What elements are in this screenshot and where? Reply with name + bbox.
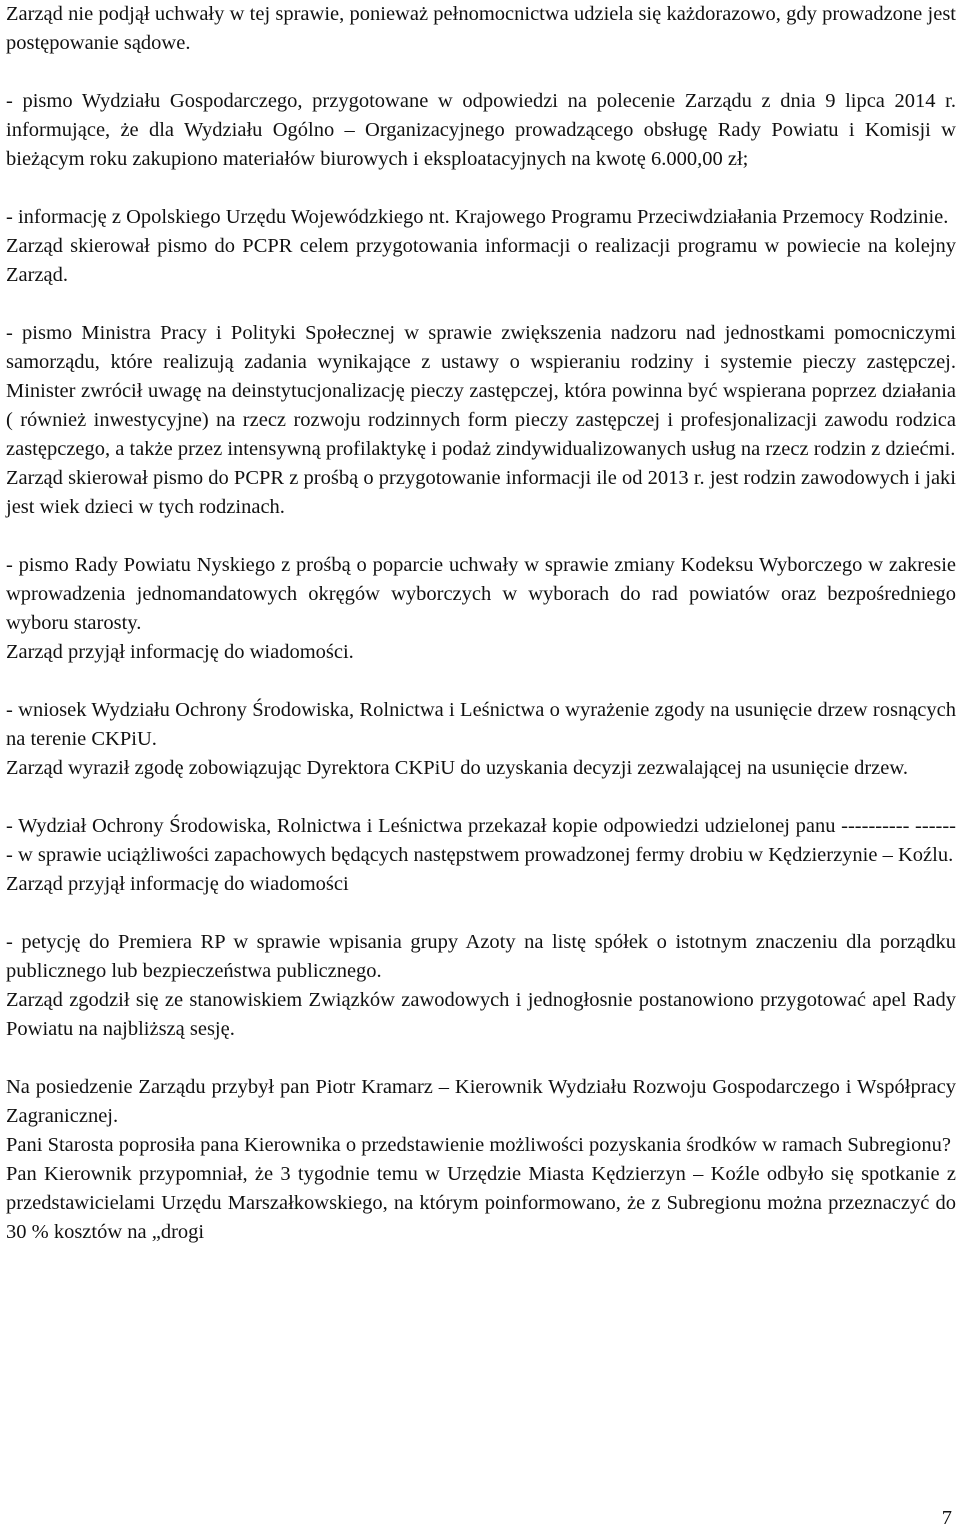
document-page xyxy=(6,0,956,1247)
paragraph-azoty-decision: Zarząd zgodził się ze stanowiskiem Związków zawodowych i jednogłosnie postanowiono przygotować apel Rady Powiatu na najbliższą sesję. xyxy=(6,989,956,1040)
paragraph-poultry-farm-reply: - Wydział Ochrony Środowiska, Rolnictwa i Leśnictwa przekazał kopie odpowiedzi udzielonej panu ---------- ------- w sprawie uciążliwości zapachowych będących następstwem prowadzonej fermy drobiu w Kędzierzynie – Koźlu. xyxy=(6,815,956,866)
paragraph-kramarz-reply: Pan Kierownik przypomniał, że 3 tygodnie temu w Urzędzie Miasta Kędzierzyn – Koźle odbyło się spotkanie z przedstawicielami Urzędu Marszałkowskiego, na którym poinformowano, że z Subregionu można przeznaczyć do 30 % kosztów na „drogi xyxy=(6,1163,956,1243)
paragraph-pcpr-program-decision: Zarząd skierował pismo do PCPR celem przygotowania informacji o realizacji programu w powiecie na kolejny Zarząd. xyxy=(6,235,956,286)
page-number: 7 xyxy=(941,1507,952,1529)
paragraph-economic-dept-letter: - pismo Wydziału Gospodarczego, przygotowane w odpowiedzi na polecenie Zarządu z dnia 9 lipca 2014 r. informujące, że dla Wydziału Ogólno – Organizacyjnego prowadzącego obsługę Rady Powiatu i Komisji w bieżącym roku zakupiono materiałów biurowych i eksploatacyjnych na kwotę 6.000,00 zł; xyxy=(6,90,956,170)
paragraph-pcpr-families-decision: Zarząd skierował pismo do PCPR z prośbą o przygotowanie informacji ile od 2013 r. jest rodzin zawodowych i jaki jest wiek dzieci w tych rodzinach. xyxy=(6,467,956,518)
paragraph-tree-removal-request: - wniosek Wydziału Ochrony Środowiska, Rolnictwa i Leśnictwa o wyrażenie zgody na usunięcie drzew rosnących na terenie CKPiU. xyxy=(6,699,956,750)
paragraph-opole-office-info: - informację z Opolskiego Urzędu Wojewódzkiego nt. Krajowego Programu Przeciwdziałania Przemocy Rodzinie. xyxy=(6,206,949,228)
paragraph-nysa-council-letter: - pismo Rady Powiatu Nyskiego z prośbą o poparcie uchwały w sprawie zmiany Kodeksu Wyborczego w zakresie wprowadzenia jednomandatowych okręgów wyborczych w wyborach do rad powiatów oraz bezpośredniego wyboru starosty. xyxy=(6,554,956,634)
paragraph-tree-removal-decision: Zarząd wyraził zgodę zobowiązując Dyrektora CKPiU do uzyskania decyzji zezwalającej na usunięcie drzew. xyxy=(6,757,908,779)
paragraph-ministry-letter: - pismo Ministra Pracy i Polityki Społecznej w sprawie zwiększenia nadzoru nad jednostkami pomocniczymi samorządu, które realizują zadania wynikające z ustawy o wspieraniu rodziny i systemie pieczy zastępczej. Minister zwrócił uwagę na deinstytucjonalizację pieczy zastępczej, która powinna być wspierana poprzez działania ( również inwestycyjne) na rzecz rozwoju rodzinnych form pieczy zastępczej i profesjonalizacji zawodu rodzica zastępczego, a także przez intensywną profilaktykę i podaż zindywidualizowanych usług na rzecz rodzin z dziećmi. xyxy=(6,322,956,460)
paragraph-poultry-farm-decision: Zarząd przyjął informację do wiadomości xyxy=(6,873,349,895)
paragraph-nysa-decision: Zarząd przyjął informację do wiadomości. xyxy=(6,641,354,663)
paragraph-kramarz-arrival: Na posiedzenie Zarządu przybył pan Piotr Kramarz – Kierownik Wydziału Rozwoju Gospodarczego i Współpracy Zagranicznej. xyxy=(6,1076,956,1127)
paragraph-starosta-question: Pani Starosta poprosiła pana Kierownika o przedstawienie możliwości pozyskania środków w ramach Subregionu? xyxy=(6,1134,952,1156)
paragraph-azoty-petition: - petycję do Premiera RP w sprawie wpisania grupy Azoty na listę spółek o istotnym znaczeniu dla porządku publicznego lub bezpieczeństwa publicznego. xyxy=(6,931,956,982)
paragraph-resolution-note: Zarząd nie podjął uchwały w tej sprawie, ponieważ pełnomocnictwa udziela się każdorazowo, gdy prowadzone jest postępowanie sądowe. xyxy=(6,3,956,54)
